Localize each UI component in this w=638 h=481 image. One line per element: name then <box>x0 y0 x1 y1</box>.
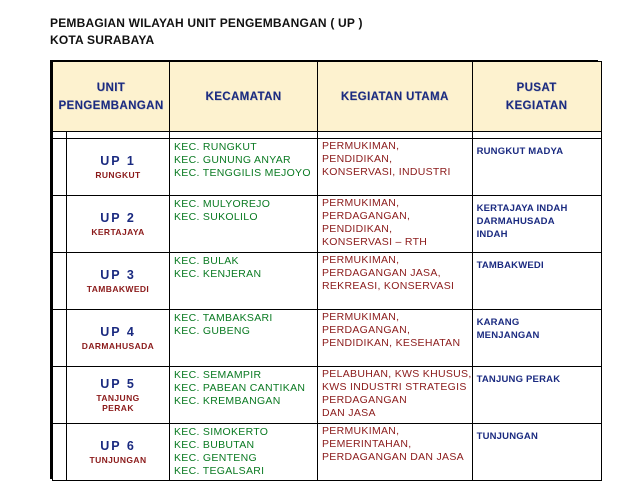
kegiatan-list <box>318 139 472 179</box>
kecamatan-cell <box>170 139 318 196</box>
unit-name-line: PERAK <box>102 403 134 413</box>
unit-name <box>67 227 169 237</box>
kegiatan-item: PERMUKIMAN, <box>322 197 400 209</box>
kegiatan-list <box>318 196 472 249</box>
pusat-cell <box>472 310 601 367</box>
kecamatan-cell <box>170 196 318 253</box>
kegiatan-item: KONSERVASI – RTH <box>322 236 428 248</box>
pusat-item: RUNGKUT MADYA <box>476 146 564 157</box>
kegiatan-cell <box>318 196 473 253</box>
unit-name-line: TUNJUNGAN <box>89 455 147 465</box>
kecamatan-list <box>170 139 317 180</box>
pusat-item: INDAH <box>476 229 508 240</box>
kecamatan-item: KEC. TAMBAKSARI <box>174 312 273 324</box>
row-margin-cell <box>53 196 67 253</box>
kegiatan-item: PERMUKIMAN, <box>322 311 400 323</box>
pusat-list <box>473 139 601 158</box>
unit-name <box>67 455 169 465</box>
kegiatan-item: PERMUKIMAN, <box>322 425 400 437</box>
kecamatan-cell <box>170 310 318 367</box>
unit-name-line: DARMAHUSADA <box>81 341 155 351</box>
up-table <box>52 61 602 481</box>
pusat-list <box>473 424 601 443</box>
pusat-cell <box>472 424 601 481</box>
spacer-row <box>53 132 602 139</box>
pusat-item: KERTAJAYA INDAH <box>476 203 568 214</box>
kegiatan-item: PERDAGANGAN DAN JASA <box>322 451 464 463</box>
unit-name-line: RUNGKUT <box>95 170 141 180</box>
unit-code: UP 2 <box>100 211 136 225</box>
kecamatan-item: KEC. MULYOREJO <box>174 198 271 210</box>
header-kegiatan: KEGIATAN UTAMA <box>318 62 473 132</box>
row-margin-cell <box>53 139 67 196</box>
pusat-cell <box>472 196 601 253</box>
kecamatan-cell <box>170 367 318 424</box>
pusat-list <box>473 196 601 241</box>
pusat-item: KARANG <box>476 317 520 328</box>
kecamatan-item: KEC. KENJERAN <box>174 268 262 280</box>
unit-code: UP 5 <box>100 377 136 391</box>
kegiatan-item: KWS INDUSTRI STRATEGIS <box>322 381 467 393</box>
kegiatan-item: PERMUKIMAN, <box>322 140 400 152</box>
unit-name <box>67 341 169 351</box>
kecamatan-item: KEC. KREMBANGAN <box>174 395 281 407</box>
row-margin-cell <box>53 424 67 481</box>
kegiatan-item: PEMERINTAHAN, <box>322 438 412 450</box>
title-line-2: KOTA SURABAYA <box>50 33 155 47</box>
table-row <box>53 367 602 424</box>
kegiatan-list <box>318 367 472 420</box>
header-unit: UNIT PENGEMBANGAN <box>53 62 170 132</box>
kecamatan-item: KEC. GENTENG <box>174 452 257 464</box>
header-kecamatan: KECAMATAN <box>170 62 318 132</box>
row-margin-cell <box>53 367 67 424</box>
unit-name-line: TANJUNG <box>96 393 140 403</box>
kegiatan-cell <box>318 424 473 481</box>
pusat-item: TANJUNG PERAK <box>476 374 561 385</box>
unit-cell <box>67 424 170 481</box>
unit-name <box>67 393 169 413</box>
kecamatan-item: KEC. SIMOKERTO <box>174 426 269 438</box>
kecamatan-item: KEC. GUNUNG ANYAR <box>174 154 291 166</box>
pusat-cell <box>472 367 601 424</box>
kegiatan-item: PERDAGANGAN, <box>322 210 411 222</box>
kegiatan-cell <box>318 367 473 424</box>
table-row <box>53 424 602 481</box>
unit-code: UP 3 <box>100 268 136 282</box>
pusat-list <box>473 253 601 272</box>
kegiatan-list <box>318 253 472 293</box>
table-row <box>53 196 602 253</box>
unit-code: UP 1 <box>100 154 136 168</box>
title-line-1: PEMBAGIAN WILAYAH UNIT PENGEMBANGAN ( UP ) <box>50 16 363 30</box>
kegiatan-item: REKREASI, KONSERVASI <box>322 280 455 292</box>
row-margin-cell <box>53 310 67 367</box>
table-row <box>53 310 602 367</box>
kegiatan-item: PERDAGANGAN, <box>322 324 411 336</box>
kecamatan-item: KEC. SUKOLILO <box>174 211 258 223</box>
pusat-item: MENJANGAN <box>476 330 540 341</box>
kegiatan-item: KONSERVASI, INDUSTRI <box>322 166 451 178</box>
kecamatan-item: KEC. RUNGKUT <box>174 141 257 153</box>
unit-name <box>67 170 169 180</box>
kecamatan-item: KEC. BUBUTAN <box>174 439 255 451</box>
kecamatan-item: KEC. TENGGILIS MEJOYO <box>174 167 311 179</box>
kegiatan-item: PENDIDIKAN, <box>322 153 393 165</box>
kecamatan-list <box>170 424 317 478</box>
unit-code: UP 6 <box>100 439 136 453</box>
kegiatan-list <box>318 424 472 464</box>
kecamatan-item: KEC. TEGALSARI <box>174 465 265 477</box>
page-title <box>50 15 363 49</box>
kecamatan-cell <box>170 424 318 481</box>
pusat-cell <box>472 253 601 310</box>
unit-code: UP 4 <box>100 325 136 339</box>
table-row <box>53 253 602 310</box>
kegiatan-list <box>318 310 472 350</box>
kecamatan-list <box>170 196 317 224</box>
kegiatan-item: PENDIDIKAN, KESEHATAN <box>322 337 461 349</box>
unit-cell <box>67 253 170 310</box>
kegiatan-item: PERDAGANGAN <box>322 394 407 406</box>
unit-name-line: KERTAJAYA <box>91 227 145 237</box>
unit-cell <box>67 139 170 196</box>
kegiatan-cell <box>318 139 473 196</box>
kecamatan-list <box>170 253 317 281</box>
kegiatan-item: PELABUHAN, KWS KHUSUS, <box>322 368 472 380</box>
kegiatan-item: PERDAGANGAN JASA, <box>322 267 441 279</box>
unit-cell <box>67 310 170 367</box>
unit-cell <box>67 367 170 424</box>
pusat-list <box>473 310 601 342</box>
header-row <box>53 62 602 132</box>
row-margin-cell <box>53 253 67 310</box>
kegiatan-cell <box>318 310 473 367</box>
kegiatan-item: PERMUKIMAN, <box>322 254 400 266</box>
pusat-item: DARMAHUSADA <box>476 216 555 227</box>
pusat-item: TAMBAKWEDI <box>476 260 544 271</box>
unit-name-line: TAMBAKWEDI <box>86 284 150 294</box>
unit-cell <box>67 196 170 253</box>
pusat-item: TUNJUNGAN <box>476 431 539 442</box>
kecamatan-item: KEC. PABEAN CANTIKAN <box>174 382 306 394</box>
kecamatan-cell <box>170 253 318 310</box>
header-pusat: PUSAT KEGIATAN <box>472 62 601 132</box>
kegiatan-cell <box>318 253 473 310</box>
kecamatan-list <box>170 310 317 338</box>
kegiatan-item: PENDIDIKAN, <box>322 223 393 235</box>
table-row <box>53 139 602 196</box>
kecamatan-list <box>170 367 317 408</box>
kecamatan-item: KEC. BULAK <box>174 255 239 267</box>
kecamatan-item: KEC. GUBENG <box>174 325 251 337</box>
unit-name <box>67 284 169 294</box>
kegiatan-item: DAN JASA <box>322 407 376 419</box>
pusat-cell <box>472 139 601 196</box>
pusat-list <box>473 367 601 386</box>
kecamatan-item: KEC. SEMAMPIR <box>174 369 262 381</box>
